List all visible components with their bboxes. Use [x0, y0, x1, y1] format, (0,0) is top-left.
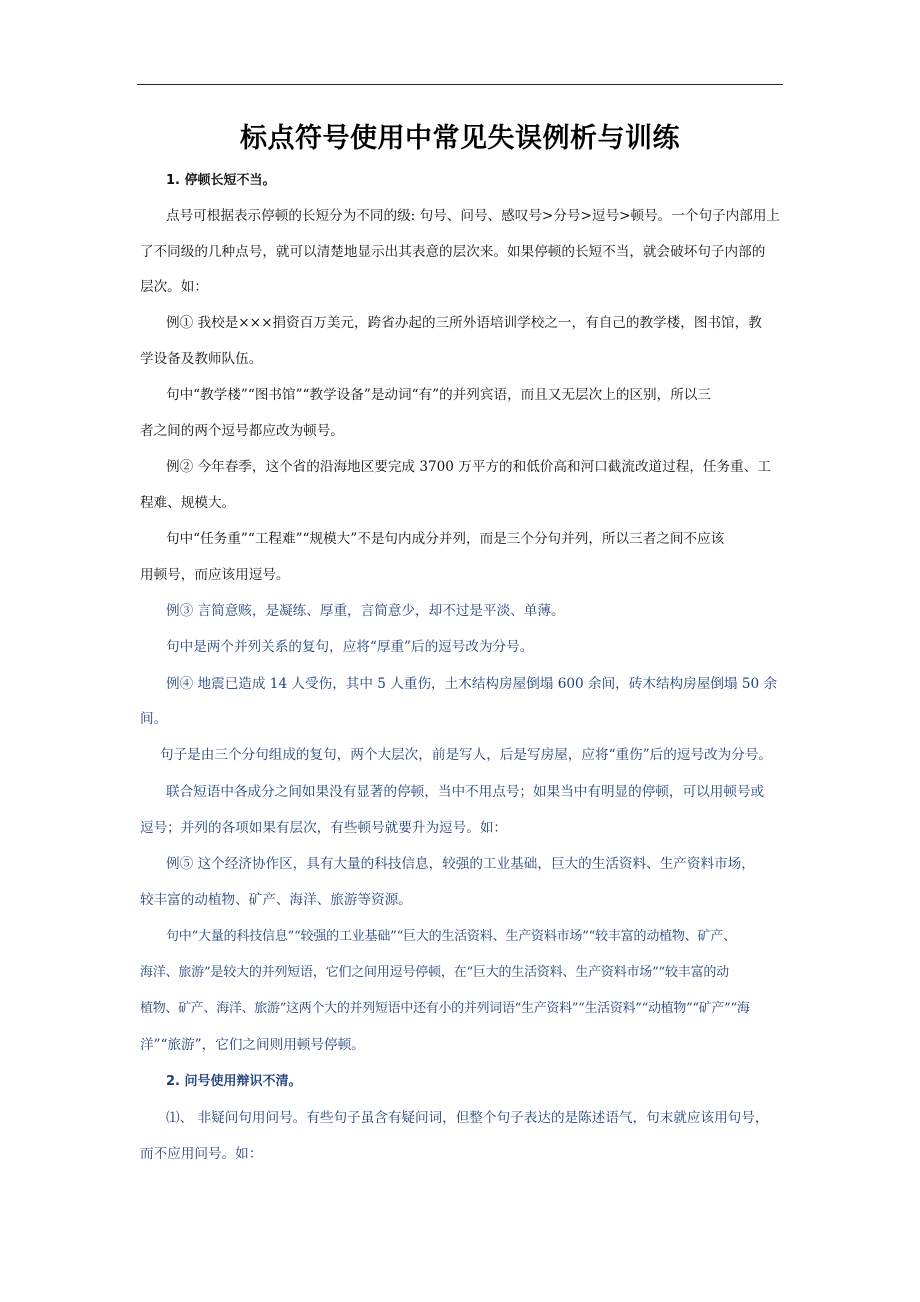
- example-line: 学设备及教师队伍。: [140, 351, 263, 367]
- paragraph-line: 层次。如：: [140, 279, 208, 295]
- page-title: 标点符号使用中常见失误例析与训练: [240, 123, 680, 154]
- example-line: 例③ 言简意赅，是凝练、厚重，言简意少，却不过是平淡、单薄。: [166, 603, 565, 619]
- analysis-line: 用顿号，而应该用逗号。: [140, 567, 290, 583]
- analysis-line: 句中是两个并列关系的复句，应将“厚重”后的逗号改为分号。: [166, 639, 534, 655]
- analysis-line: 句中“大量的科技信息”“较强的工业基础”“巨大的生活资料、生产资料市场”“较丰富的动植物、矿产、: [166, 929, 736, 944]
- analysis-line: 者之间的两个逗号都应改为顿号。: [140, 423, 344, 439]
- analysis-line: 句子是由三个分句组成的复句，两个大层次，前是写人，后是写房屋，应将“重伤”后的逗号改为分号。: [160, 747, 773, 763]
- analysis-line: 海洋、旅游”是较大的并列短语，它们之间用逗号停顿，在“巨大的生活资料、生产资料市场”“较丰富的动: [140, 965, 729, 980]
- analysis-line: 句中“教学楼”“图书馆”“教学设备”是动词“有”的并列宾语，而且又无层次上的区别，所以三: [166, 387, 711, 403]
- example-line: 例① 我校是×××捐资百万美元，跨省办起的三所外语培训学校之一，有自己的教学楼，图书馆，教: [166, 315, 762, 331]
- section-heading-1: 1. 停顿长短不当。: [166, 173, 276, 188]
- paragraph-line: 而不应用问号。如：: [140, 1146, 263, 1162]
- paragraph-line: 逗号；并列的各项如果有层次，有些顿号就要升为逗号。如：: [140, 820, 508, 836]
- section-heading-2: 2. 问号使用辩识不清。: [166, 1074, 302, 1089]
- example-line: 程难、规模大。: [140, 495, 236, 511]
- example-line: 较丰富的动植物、矿产、海洋、旅游等资源。: [140, 892, 412, 908]
- example-line: 例⑤ 这个经济协作区，具有大量的科技信息，较强的工业基础，巨大的生活资料、生产资料市场，: [166, 856, 755, 872]
- paragraph-line: 点号可根据表示停顿的长短分为不同的级: 句号、问号、感叹号>分号>逗号>顿号。一个句子内部用上: [166, 208, 781, 224]
- paragraph-line: 了不同级的几种点号，就可以清楚地显示出其表意的层次来。如果停顿的长短不当，就会破坏句子内部的: [140, 244, 766, 260]
- example-line: 例④ 地震已造成 14 人受伤，其中 5 人重伤，土木结构房屋倒塌 600 余间，砖木结构房屋倒塌 50 余: [166, 676, 778, 692]
- analysis-line: 句中“任务重”“工程难”“规模大”不是句内成分并列，而是三个分句并列，所以三者之间不应该: [166, 531, 725, 547]
- header-rule: [137, 84, 783, 85]
- paragraph-line: ⑴、 非疑问句用问号。有些句子虽含有疑问词，但整个句子表达的是陈述语气，句末就应该用句号，: [166, 1110, 769, 1126]
- paragraph-line: 联合短语中各成分之间如果没有显著的停顿，当中不用点号；如果当中有明显的停顿，可以用顿号或: [166, 784, 765, 800]
- analysis-line: 植物、矿产、海洋、旅游”这两个大的并列短语中还有小的并列词语“生产资料”“生活资料”“动植物”“矿产”“海: [140, 1001, 750, 1016]
- analysis-line: 洋”“旅游”，它们之间则用顿号停顿。: [140, 1037, 365, 1053]
- example-line: 间。: [140, 711, 168, 727]
- example-line: 例② 今年春季，这个省的沿海地区要完成 3700 万平方的和低价高和河口截流改道过程，任务重、工: [166, 459, 771, 475]
